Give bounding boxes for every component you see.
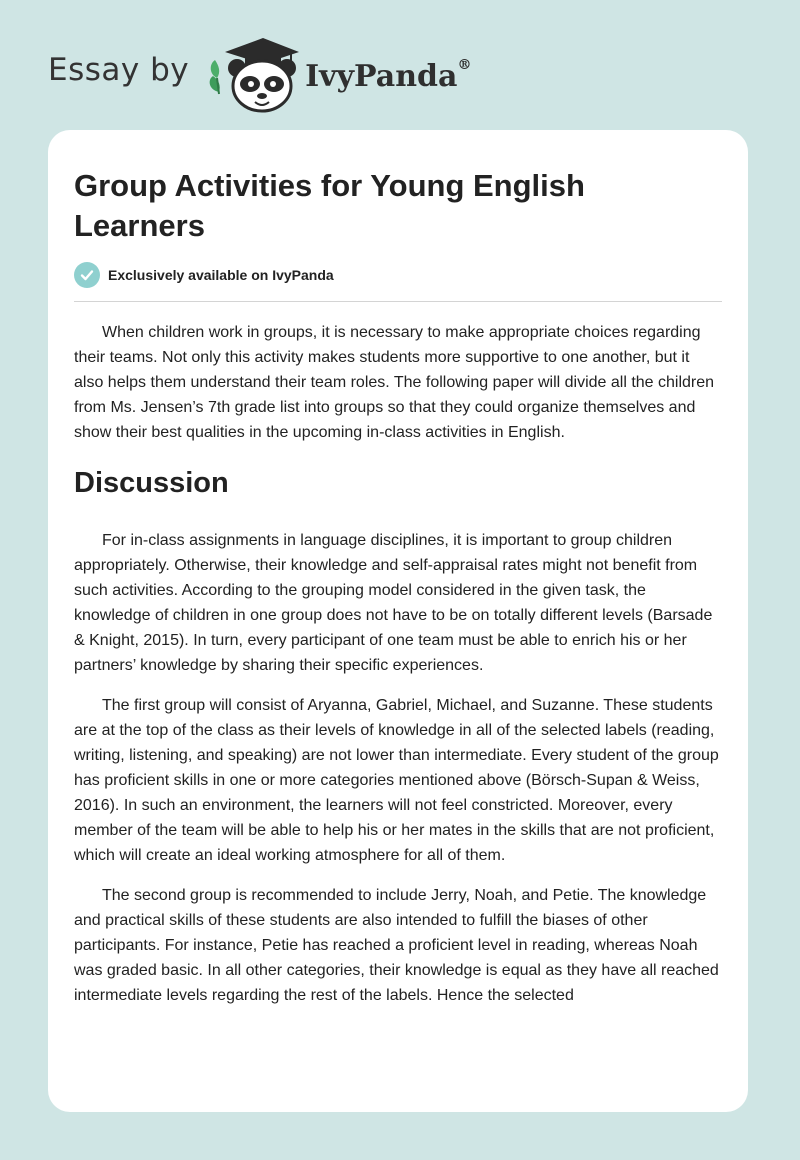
exclusive-badge xyxy=(74,262,722,302)
panda-logo-icon[interactable] xyxy=(207,34,299,114)
brand-text: IvyPanda xyxy=(305,58,458,94)
badge-text: Exclusively available on IvyPanda xyxy=(108,267,334,283)
page-title: Group Activities for Young English Learners xyxy=(74,168,585,243)
intro-paragraph: When children work in groups, it is necessary to make appropriate choices regarding their teams. Not only this activity makes students more supportive to one another, but it also helps them understand their team roles. The following paper will divide all the children from Ms. Jensen’s 7th grade list into groups so that they could organize themselves and show their best qualities in the upcoming in-class activities in English. xyxy=(74,324,715,441)
section-heading: Discussion xyxy=(74,467,229,499)
site-header xyxy=(48,34,471,114)
paragraph: The first group will consist of Aryanna, Gabriel, Michael, and Suzanne. These students are at the top of the class as their levels of knowledge in all of the selected labels (reading, writing, listening, and speaking) are not lower than intermediate. Every student of the group has proficient skills in one or more categories mentioned above (Börsch-Supan & Weiss, 2016). In such an environment, the learners will not feel constricted. Moreover, every member of the team will be able to help his or her mates in the skills that are not proficient, which will create an ideal working atmosphere for all of them. xyxy=(74,697,719,864)
paragraph: The second group is recommended to include Jerry, Noah, and Petie. The knowledge and practical skills of these students are also intended to fulfill the biases of other participants. For instance, Petie has reached a proficient level in reading, whereas Noah was graded basic. In all other categories, their knowledge is equal as they have all reached intermediate levels regarding the rest of the labels. Hence the selected xyxy=(74,887,719,1004)
check-icon xyxy=(74,262,100,288)
registered-mark: ® xyxy=(457,56,472,73)
article-card xyxy=(48,130,748,1112)
brand-name[interactable] xyxy=(305,56,472,94)
essay-by-label: Essay by xyxy=(48,52,190,88)
paragraph: For in-class assignments in language disciplines, it is important to group children appropriately. Otherwise, their knowledge and self-appraisal rates might not benefit from such activities. According to the grouping model considered in the given task, the knowledge of children in one group does not have to be on totally different levels (Barsade & Knight, 2015). In turn, every participant of one team must be able to enrich his or her partners’ knowledge by sharing their specific experiences. xyxy=(74,532,713,674)
